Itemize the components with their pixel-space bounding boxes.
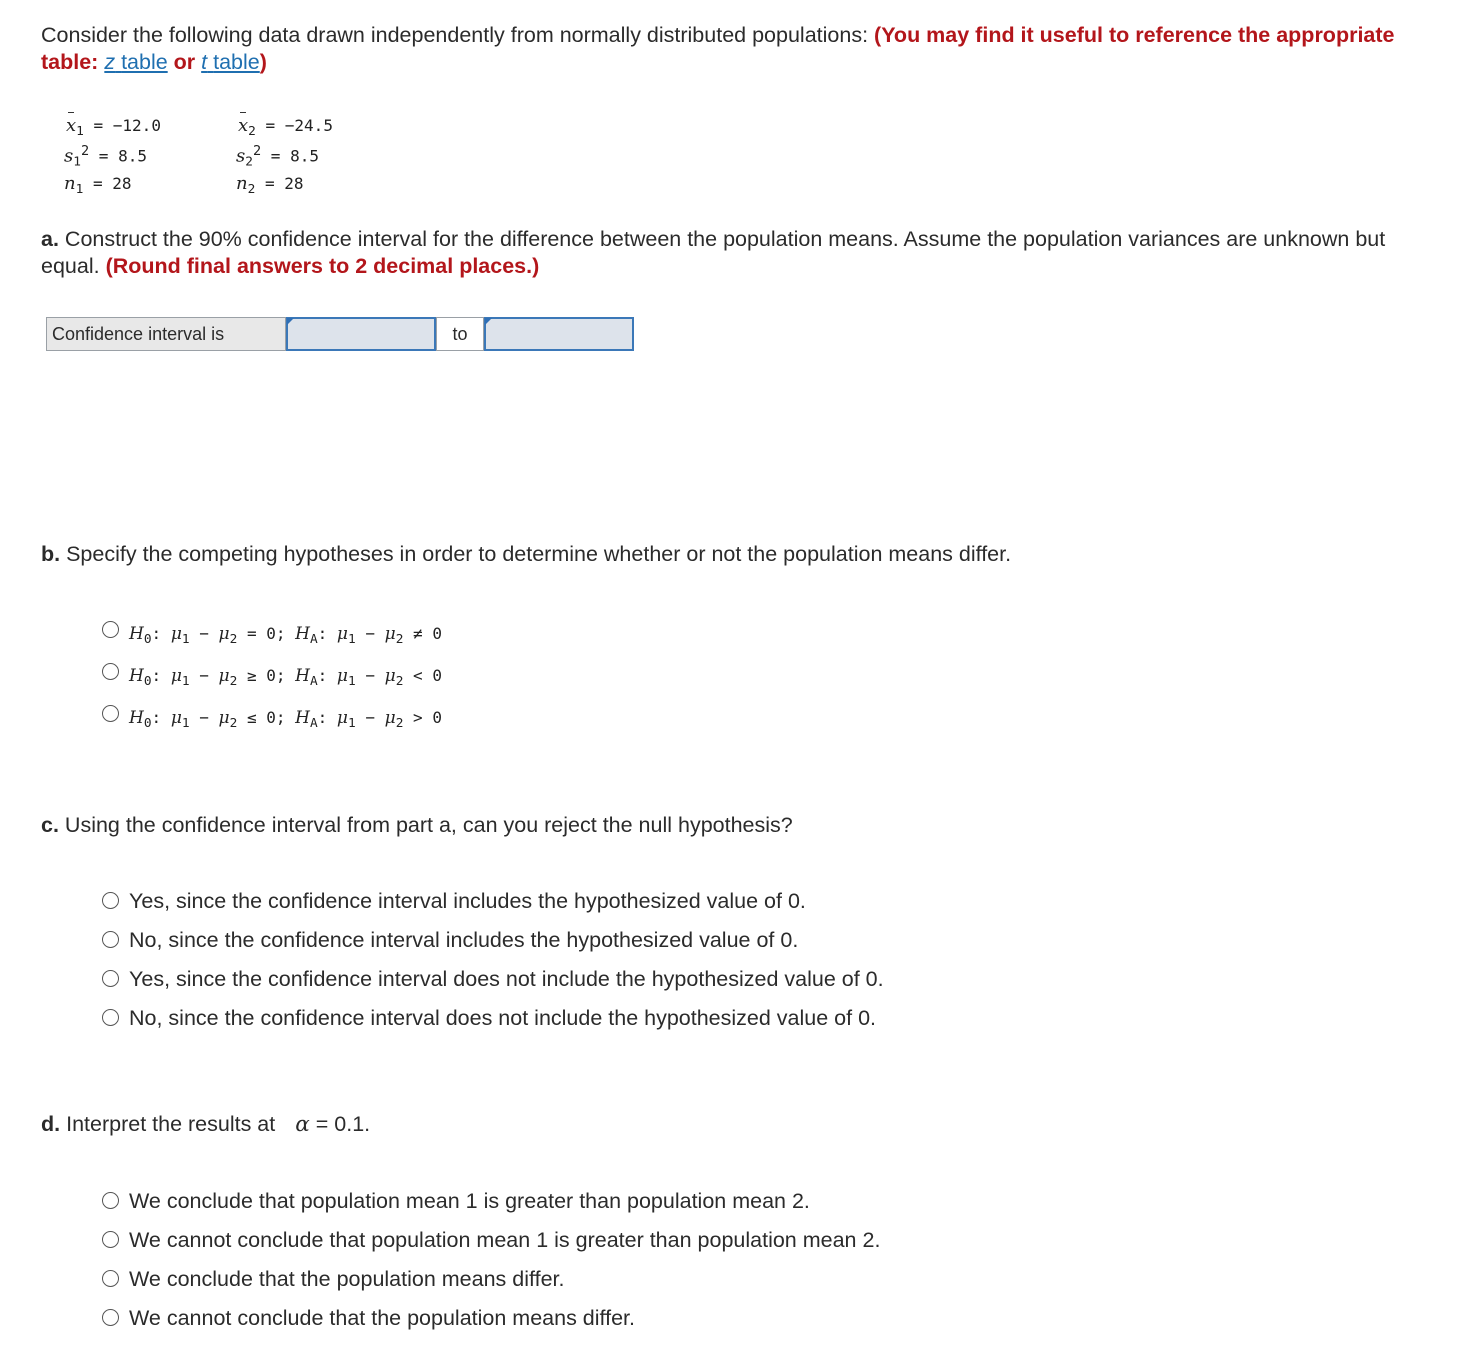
xbar2-sub: 2: [248, 124, 256, 140]
s2sq-stat: [236, 143, 319, 170]
xbar2-symbol: x: [238, 115, 249, 136]
s1sq-value: = 8.5: [98, 146, 147, 166]
n1-stat: [64, 173, 131, 197]
hypothesis-radio-2[interactable]: [102, 663, 119, 680]
s1-symbol: s: [64, 145, 74, 167]
xbar1-value: = −12.0: [93, 116, 161, 135]
ha-relation-2: < 0: [413, 666, 442, 685]
t-table-link-text: table: [213, 50, 260, 74]
part-b-question: [41, 541, 1441, 568]
s1-sup: 2: [80, 143, 90, 159]
xbar2-stat: [238, 115, 333, 139]
intro-paragraph: [41, 22, 1441, 76]
part-d-question: [41, 1111, 1441, 1138]
interpret-option-1[interactable]: We conclude that population mean 1 is greater than population mean 2.: [129, 1189, 810, 1213]
reject-option-4[interactable]: No, since the confidence interval does not include the hypothesized value of 0.: [129, 1006, 877, 1030]
h0-relation-3: ≤ 0;: [246, 708, 286, 727]
reject-radio-1[interactable]: [102, 892, 119, 909]
part-a-question: [41, 226, 1441, 280]
or-text: or: [173, 50, 196, 74]
s2sq-value: = 8.5: [270, 146, 319, 166]
reject-radio-2[interactable]: [102, 931, 119, 948]
intro-text: Consider the following data drawn independently from normally distributed populations:: [41, 23, 869, 47]
n2-symbol: n: [236, 173, 248, 194]
h0-relation-2: ≥ 0;: [246, 666, 286, 685]
xbar1-stat: [66, 115, 161, 139]
interpret-option-4[interactable]: We cannot conclude that the population means differ.: [129, 1306, 635, 1330]
hypothesis-option-3[interactable]: $H_0$: $\mu_1 - \mu_2 \le 0$; $H_A$: $\mu_1 - \mu_2 > 0$: [129, 708, 442, 732]
s1-sub: 1: [73, 154, 81, 170]
xbar1-symbol: x: [66, 115, 77, 136]
t-table-link[interactable]: [201, 50, 260, 74]
z-table-link-italic: z: [104, 50, 116, 74]
z-table-link[interactable]: [104, 50, 167, 74]
xbar1-sub: 1: [76, 124, 84, 140]
s2-sub: 2: [245, 154, 253, 170]
h0-relation-1: = 0;: [246, 624, 286, 643]
reject-radio-3[interactable]: [102, 970, 119, 987]
s1sq-stat: [64, 143, 147, 170]
n2-sub: 2: [247, 182, 256, 198]
part-b-text: Specify the competing hypotheses in order to determine whether or not the population means differ.: [66, 542, 1012, 566]
s2-sup: 2: [252, 143, 262, 159]
part-a-text: Construct the 90% confidence interval for the difference between the population means. Assume the population variances are unknown but equal.: [41, 227, 1386, 278]
reject-radio-4[interactable]: [102, 1009, 119, 1026]
reject-option-3[interactable]: Yes, since the confidence interval does not include the hypothesized value of 0.: [129, 967, 884, 991]
part-c-letter: c.: [41, 813, 59, 837]
hypothesis-radio-3[interactable]: [102, 705, 119, 722]
ci-to-label: to: [436, 317, 484, 351]
reject-option-1[interactable]: Yes, since the confidence interval includes the hypothesized value of 0.: [129, 889, 806, 913]
interpret-option-3[interactable]: We conclude that the population means differ.: [129, 1267, 565, 1291]
hypothesis-option-1[interactable]: $H_0$: $\mu_1 - \mu_2 = 0$; $H_A$: $\mu_1 - \mu_2 \ne 0$: [129, 624, 442, 648]
n1-value: = 28: [92, 174, 132, 193]
ci-upper-input[interactable]: [484, 317, 634, 351]
part-a-note: (Round final answers to 2 decimal places.): [105, 254, 540, 278]
s2-symbol: s: [236, 145, 246, 167]
n1-symbol: n: [64, 173, 76, 194]
hypothesis-radio-1[interactable]: [102, 621, 119, 638]
z-table-link-text: table: [121, 50, 168, 74]
alpha-value: = 0.1.: [315, 1112, 371, 1136]
part-c-question: [41, 812, 1441, 839]
part-d-text: Interpret the results at: [66, 1112, 276, 1136]
interpret-radio-3[interactable]: [102, 1270, 119, 1287]
table-reference-suffix: ): [259, 50, 267, 74]
n2-stat: [236, 173, 303, 197]
table-reference-prefix: (You may find it useful to reference the appropriate table:: [41, 23, 1395, 74]
alpha-symbol: α: [295, 1112, 310, 1137]
interpret-option-2[interactable]: We cannot conclude that population mean 1 is greater than population mean 2.: [129, 1228, 881, 1252]
interpret-radio-2[interactable]: [102, 1231, 119, 1248]
reject-option-2[interactable]: No, since the confidence interval includes the hypothesized value of 0.: [129, 928, 799, 952]
ci-lower-input[interactable]: [286, 317, 436, 351]
t-table-link-italic: t: [201, 50, 208, 74]
part-d-letter: d.: [41, 1112, 61, 1136]
part-a-letter: a.: [41, 227, 59, 251]
interpret-radio-4[interactable]: [102, 1309, 119, 1326]
xbar2-value: = −24.5: [265, 116, 333, 135]
ci-label: Confidence interval is: [46, 317, 286, 351]
interpret-radio-1[interactable]: [102, 1192, 119, 1209]
hypothesis-option-2[interactable]: $H_0$: $\mu_1 - \mu_2 \ge 0$; $H_A$: $\mu_1 - \mu_2 < 0$: [129, 666, 442, 690]
ha-relation-1: ≠ 0: [413, 624, 442, 643]
ha-relation-3: > 0: [413, 708, 442, 727]
n2-value: = 28: [264, 174, 304, 193]
part-b-letter: b.: [41, 542, 61, 566]
n1-sub: 1: [75, 182, 84, 198]
part-c-text: Using the confidence interval from part a, can you reject the null hypothesis?: [64, 813, 793, 837]
